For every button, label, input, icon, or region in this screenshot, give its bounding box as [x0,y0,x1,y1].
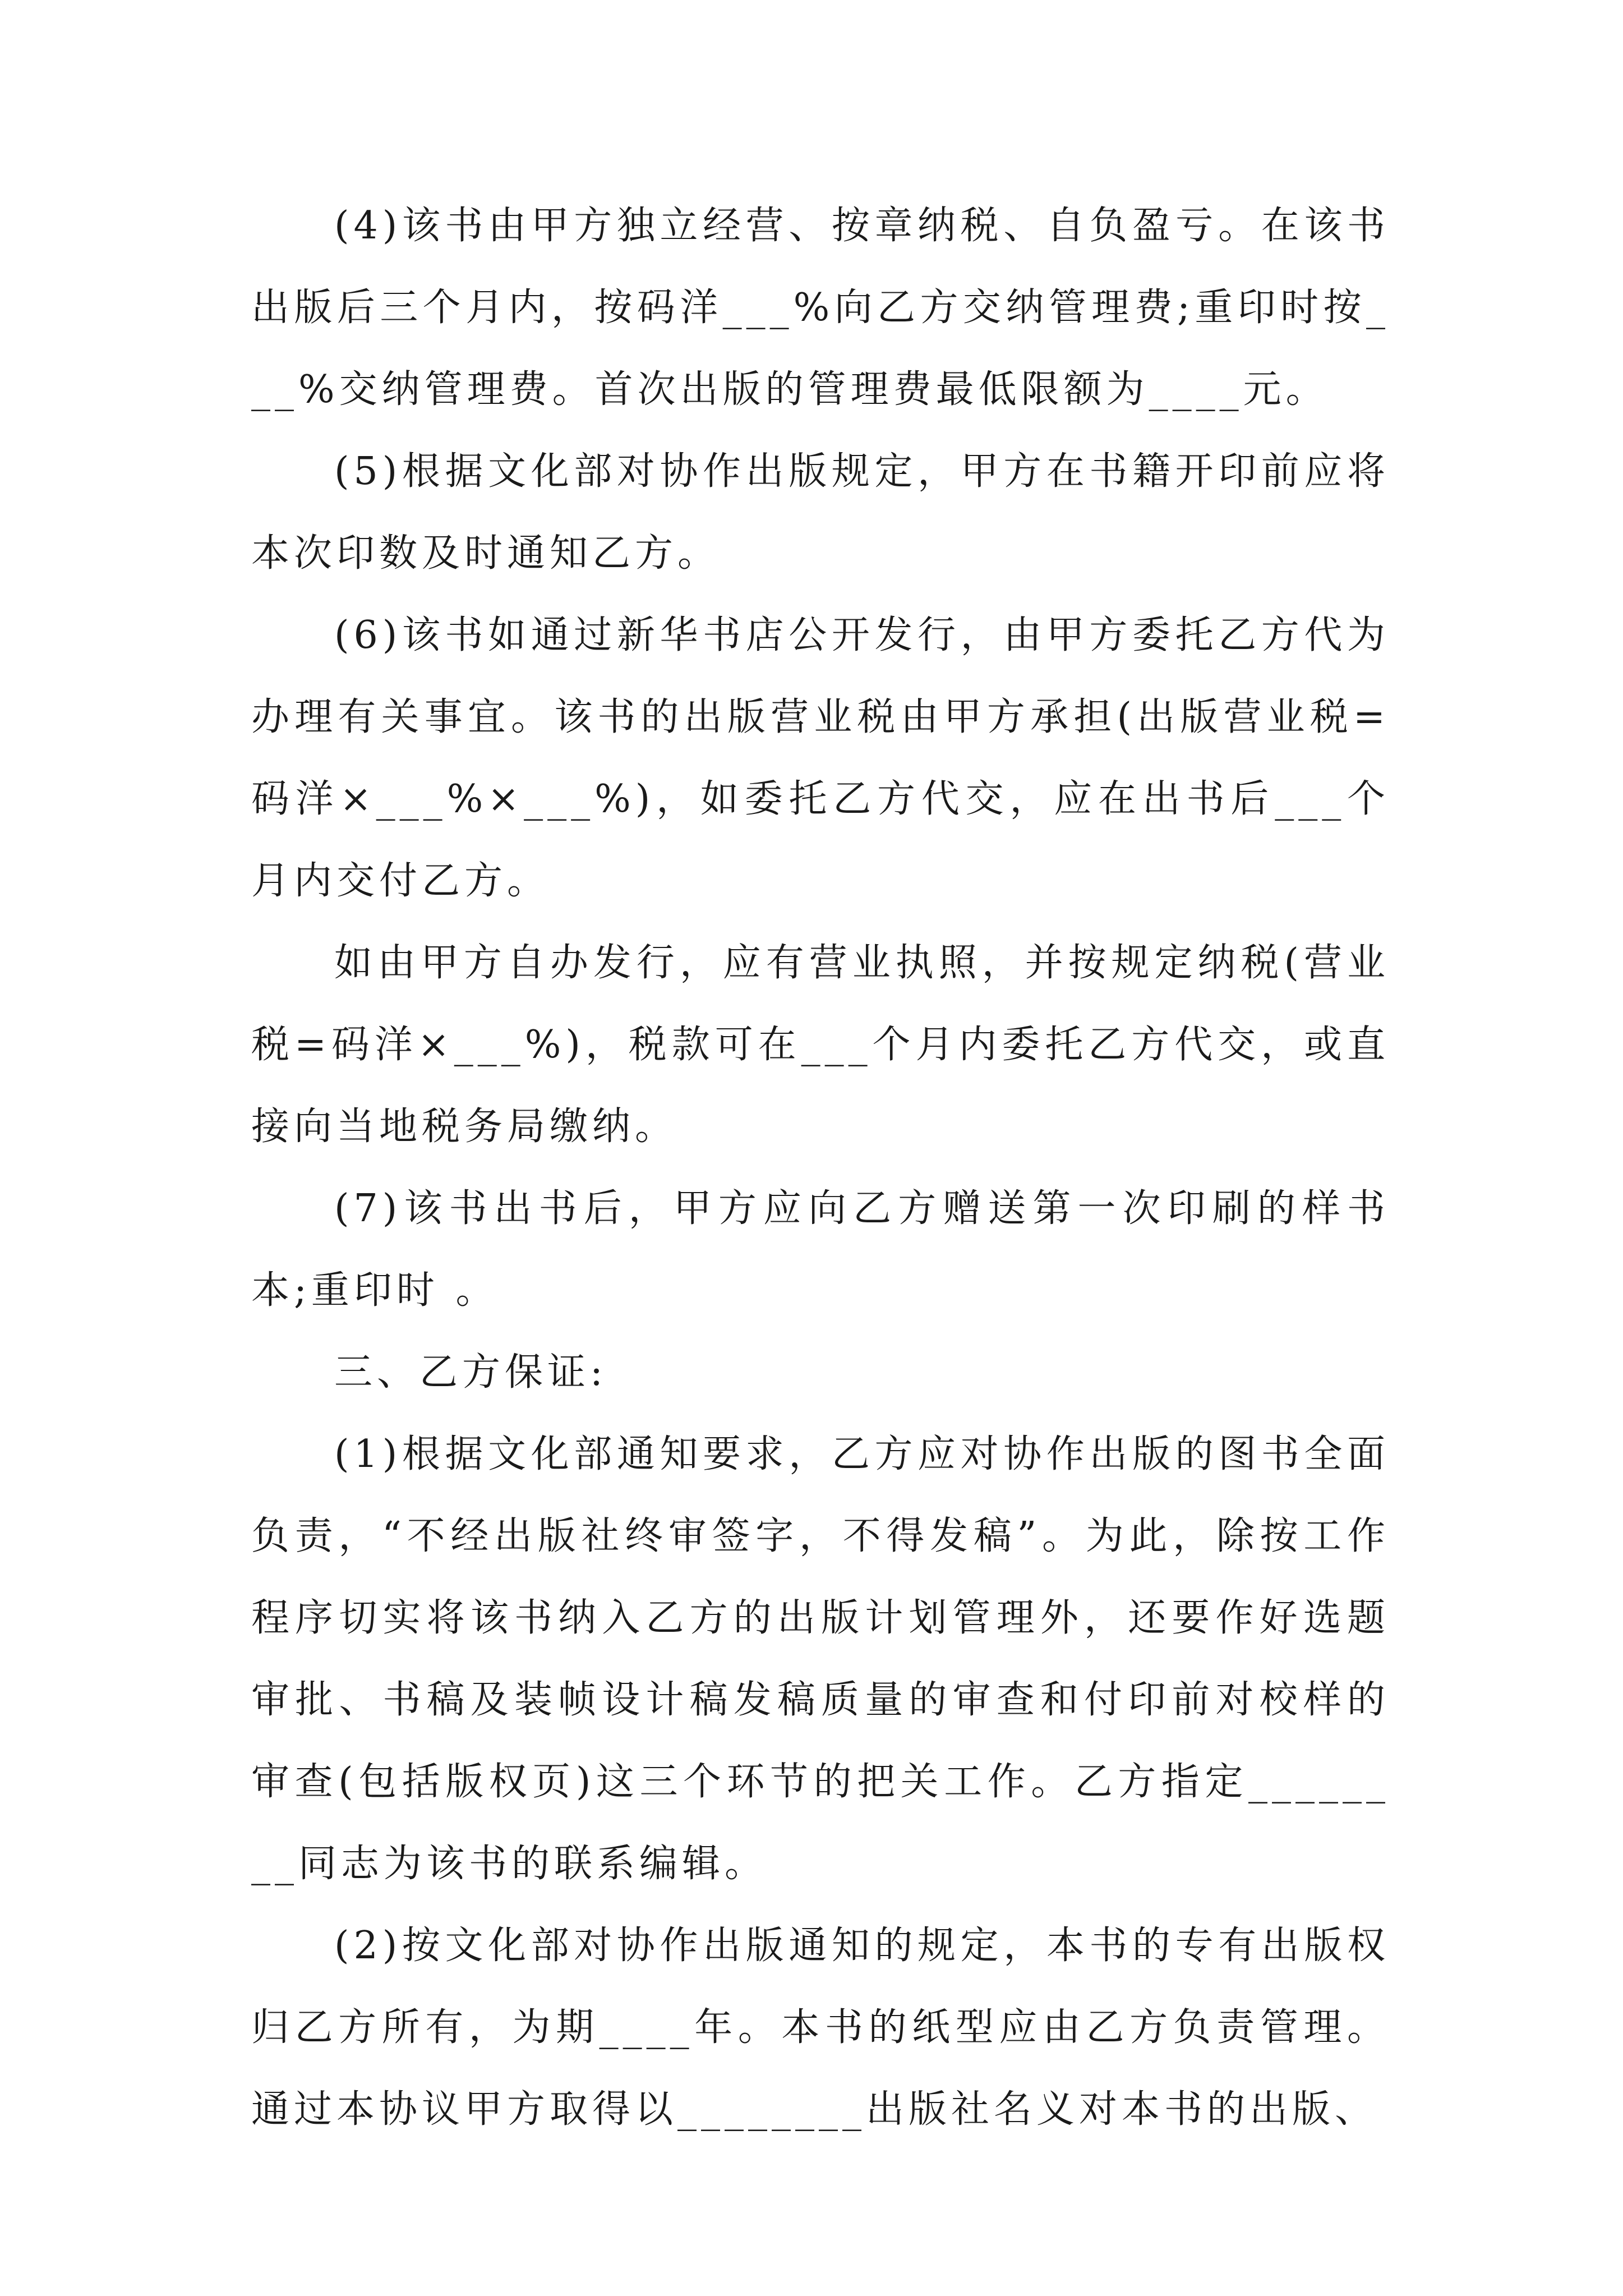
paragraph-guarantee-1: (1)根据文化部通知要求，乙方应对协作出版的图书全面负责，“不经出版社终审签字，不得发稿”。为此，除按工作程序切实将该书纳入乙方的出版计划管理外，还要作好选题审批、书稿及装帧设计稿发稿质量的审查和付印前对校样的审查(包括版权页)这三个环节的把关工作。乙方指定________同志为该书的联系编辑。 [251,1432,1390,1886]
paragraph-clause-5: (5)根据文化部对协作出版规定，甲方在书籍开印前应将本次印数及时通知乙方。 [251,449,1390,576]
paragraph-guarantee-2: (2)按文化部对协作出版通知的规定，本书的专有出版权归乙方所有，为期____年。本书的纸型应由乙方负责管理。通过本协议甲方取得以________出版社名义对本书的出版、 [251,1924,1390,2132]
section-heading-party-b-guarantee: 三、乙方保证: [334,1350,607,1395]
paragraph-clause-4: (4)该书由甲方独立经营、按章纳税、自负盈亏。在该书出版后三个月内，按码洋___%向乙方交纳管理费;重印时按___%交纳管理费。首次出版的管理费最低限额为____元。 [251,204,1390,412]
paragraph-clause-6: (6)该书如通过新华书店公开发行，由甲方委托乙方代为办理有关事宜。该书的出版营业税由甲方承担(出版营业税=码洋×___%×___%)，如委托乙方代交，应在出书后___个月内交付乙方。 [251,613,1390,903]
document-body [251,185,1390,2151]
paragraph-self-distribution: 如由甲方自办发行，应有营业执照，并按规定纳税(营业税=码洋×___%)，税款可在___个月内委托乙方代交，或直接向当地税务局缴纳。 [251,941,1390,1149]
paragraph-clause-7: (7)该书出书后，甲方应向乙方赠送第一次印刷的样书本;重印时 。 [251,1186,1390,1313]
